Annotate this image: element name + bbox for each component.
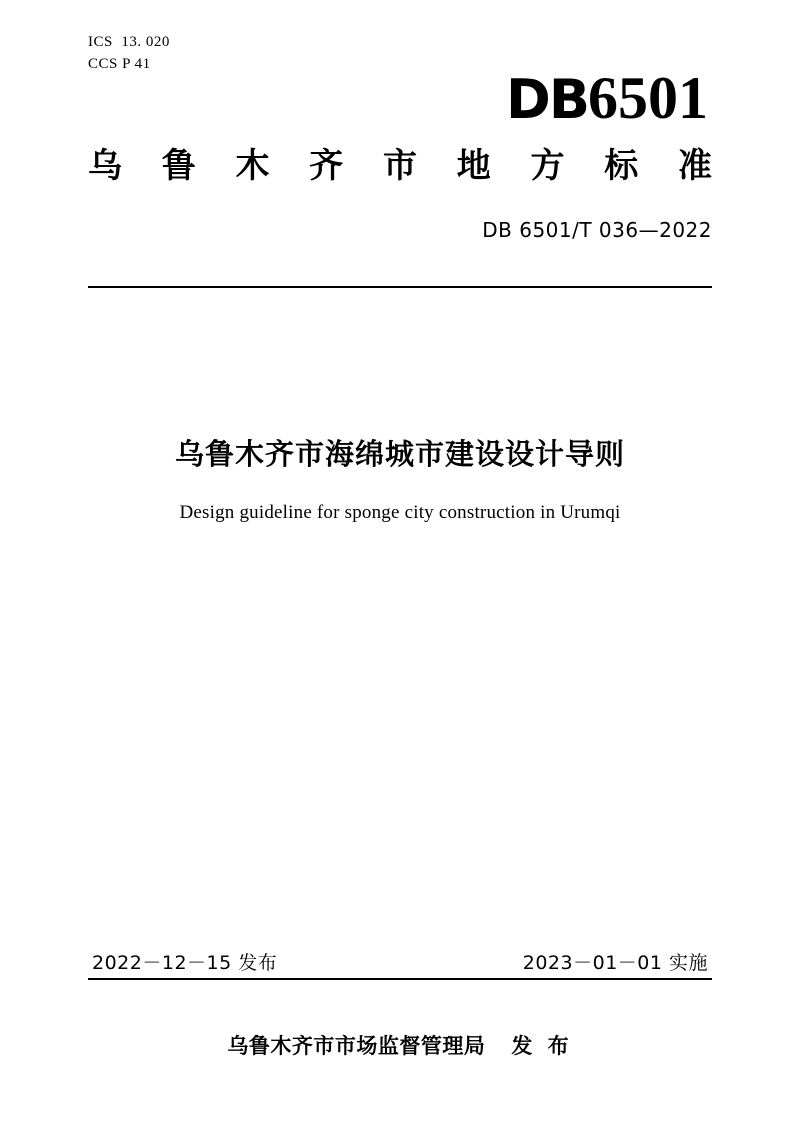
release-date: 2022－12－15 发布 (92, 952, 278, 974)
standard-type-char-8: 准 (678, 146, 712, 186)
divider-top (88, 286, 712, 288)
db-logo-prefix: DB (506, 68, 588, 131)
issuer-name: 乌鲁木齐市市场监督管理局 (227, 1034, 486, 1058)
db-logo-mark (506, 65, 708, 131)
standard-type-char-3: 齐 (309, 146, 344, 186)
ccs-code: CCS P 41 (88, 55, 151, 72)
issuer-action: 发 布 (511, 1034, 573, 1058)
standard-type-char-1: 鲁 (161, 146, 196, 186)
standard-type-heading (88, 148, 712, 185)
standard-type-char-2: 木 (235, 146, 270, 186)
effective-date: 2023－01－01 实施 (522, 952, 708, 974)
page-title: 乌鲁木齐市海绵城市建设设计导则 (174, 437, 625, 471)
standard-type-char-4: 市 (383, 146, 417, 186)
divider-bottom (88, 978, 712, 980)
issuer-line (0, 1030, 800, 1060)
standard-type-char-7: 标 (604, 146, 639, 186)
page-subtitle-english: Design guideline for sponge city construction in Urumqi (179, 502, 621, 523)
ics-code: ICS 13. 020 (88, 34, 170, 50)
standard-number: DB 6501/T 036—2022 (482, 218, 712, 242)
standard-type-char-6: 方 (530, 146, 565, 186)
standard-type-char-0: 乌 (88, 146, 122, 186)
classification-block (88, 32, 170, 76)
standard-type-char-5: 地 (456, 146, 491, 186)
db-logo-number: 6501 (588, 65, 708, 131)
